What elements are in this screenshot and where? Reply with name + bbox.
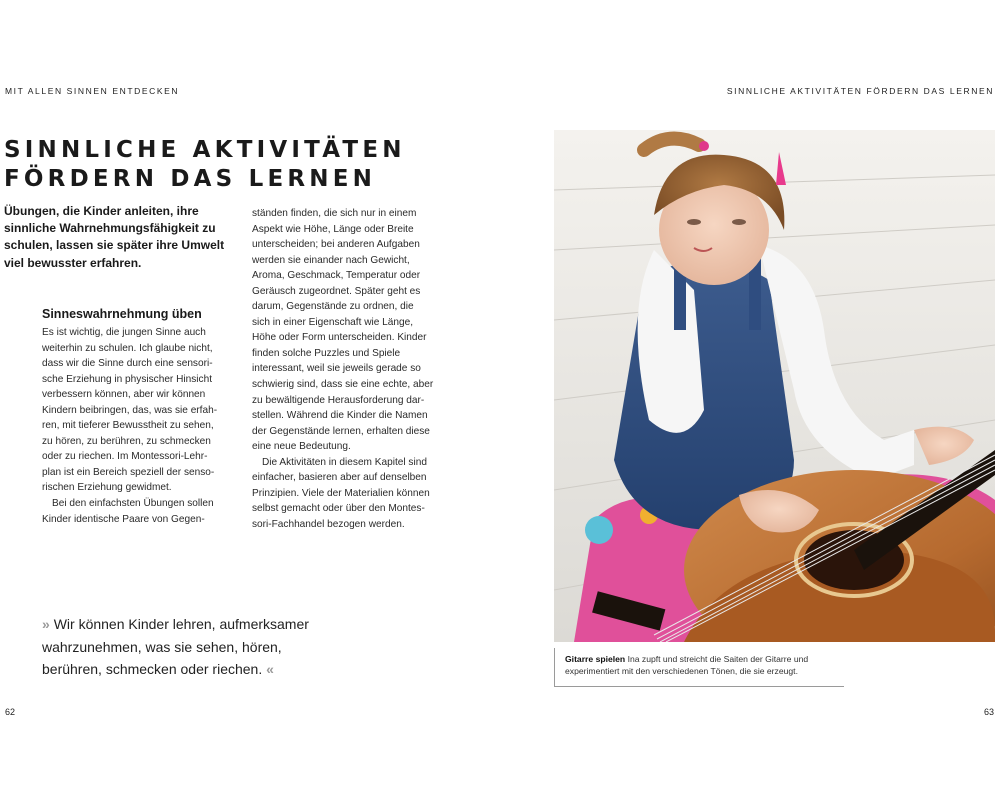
body-column-2 <box>252 206 452 532</box>
col1-paragraph-2 <box>42 496 237 527</box>
text-line: oder zu riechen. Im Montessori-Lehr- <box>42 451 208 463</box>
text-line: stellen. Während die Kinder die Namen <box>252 410 428 422</box>
quote-line: Wir können Kinder lehren, aufmerksamer <box>53 616 309 632</box>
text-line: verbessern können, aber wir können <box>42 389 206 401</box>
text-line: Kinder identische Paare von Gegen- <box>42 513 205 525</box>
text-line: selbst gemacht oder über den Montes- <box>252 503 425 515</box>
caption-text: Ina zupft und streicht die Saiten der Gitarre und experimentiert mit den verschiedenen Tönen, die sie erzeugt. <box>565 654 809 677</box>
text-line: sche Erziehung in physischer Hinsicht <box>42 373 212 385</box>
text-line: einfacher, basieren aber auf denselben <box>252 472 427 484</box>
text-line: sich in einer Eigenschaft wie Länge, <box>252 316 414 328</box>
text-line: unterscheiden; bei anderen Aufgaben <box>252 239 420 251</box>
page-number-right: 63 <box>984 707 995 717</box>
quote-close-mark: « <box>266 661 274 677</box>
text-line: zu bewältigende Herausforderung dar- <box>252 394 425 406</box>
page-title-line-1: SINNLICHE AKTIVITÄTEN <box>4 137 406 163</box>
text-line: werden sie einander nach Gewicht, <box>252 254 410 266</box>
running-head-right: SINNLICHE AKTIVITÄTEN FÖRDERN DAS LERNEN <box>726 86 994 96</box>
text-line: eine neue Bedeutung. <box>252 441 351 453</box>
caption-title: Gitarre spielen <box>565 654 626 664</box>
col2-paragraph-1 <box>252 206 452 455</box>
page-title <box>4 136 406 194</box>
text-line: weiterhin zu schulen. Ich glaube nicht, <box>42 342 213 354</box>
text-line: der Gegenstände lernen, erhalten diese <box>252 425 430 437</box>
caption-rule-horizontal <box>554 686 844 687</box>
pull-quote <box>42 613 342 681</box>
body-column-1 <box>42 325 237 527</box>
text-line: ren, mit tieferer Bewusstheit zu sehen, <box>42 420 214 432</box>
text-line: schwierig sind, dass sie eine echte, aber <box>252 379 434 391</box>
text-line: interessant, weil sie jeweils gerade so <box>252 363 421 375</box>
section-heading: Sinneswahrnehmung üben <box>42 307 202 321</box>
text-line: dass wir die Sinne durch eine sensori- <box>42 358 213 370</box>
running-head-left: MIT ALLEN SINNEN ENTDECKEN <box>5 86 180 96</box>
caption-rule-vertical <box>554 648 555 686</box>
text-line: Bei den einfachsten Übungen sollen <box>52 498 214 510</box>
page-number-left: 62 <box>5 707 16 717</box>
text-line: Es ist wichtig, die jungen Sinne auch <box>42 327 206 338</box>
text-line: sori-Fachhandel bezogen werden. <box>252 518 405 530</box>
photo-child-playing-guitar <box>554 130 995 642</box>
col1-paragraph-1 <box>42 325 237 496</box>
text-line: Geräusch zugeordnet. Später geht es <box>252 285 421 297</box>
quote-line: wahrzunehmen, was sie sehen, hören, <box>42 638 282 655</box>
photo-caption <box>565 653 850 678</box>
text-line: Die Aktivitäten in diesem Kapitel sind <box>262 456 427 468</box>
lead-paragraph: Übungen, die Kinder anleiten, ihre sinnliche Wahrnehmungsfähigkeit zu schulen, lassen sie später ihre Umwelt viel bewusster erfahren. <box>4 204 225 270</box>
quote-open-mark: » <box>42 616 50 632</box>
text-line: Aspekt wie Höhe, Länge oder Breite <box>252 223 414 235</box>
text-line: Höhe oder Form unterscheiden. Kinder <box>252 332 427 344</box>
text-line: finden solche Puzzles und Spiele <box>252 347 401 359</box>
text-line: ständen finden, die sich nur in einem <box>252 208 417 219</box>
quote-line: berühren, schmecken oder riechen. <box>42 661 263 677</box>
text-line: darum, Gegenstände zu ordnen, die <box>252 301 414 313</box>
text-line: Prinzipien. Viele der Materialien können <box>252 487 430 499</box>
text-line: Kindern beibringen, das, was sie erfah- <box>42 404 218 416</box>
text-line: rischen Erziehung gewidmet. <box>42 482 172 494</box>
text-line: plan ist ein Bereich speziell der senso- <box>42 466 215 478</box>
page-title-line-2: FÖRDERN DAS LERNEN <box>4 166 377 192</box>
col2-paragraph-2 <box>252 455 452 533</box>
text-line: Aroma, Geschmack, Temperatur oder <box>252 270 421 282</box>
text-line: zu hören, zu berühren, zu schmecken <box>42 435 211 447</box>
